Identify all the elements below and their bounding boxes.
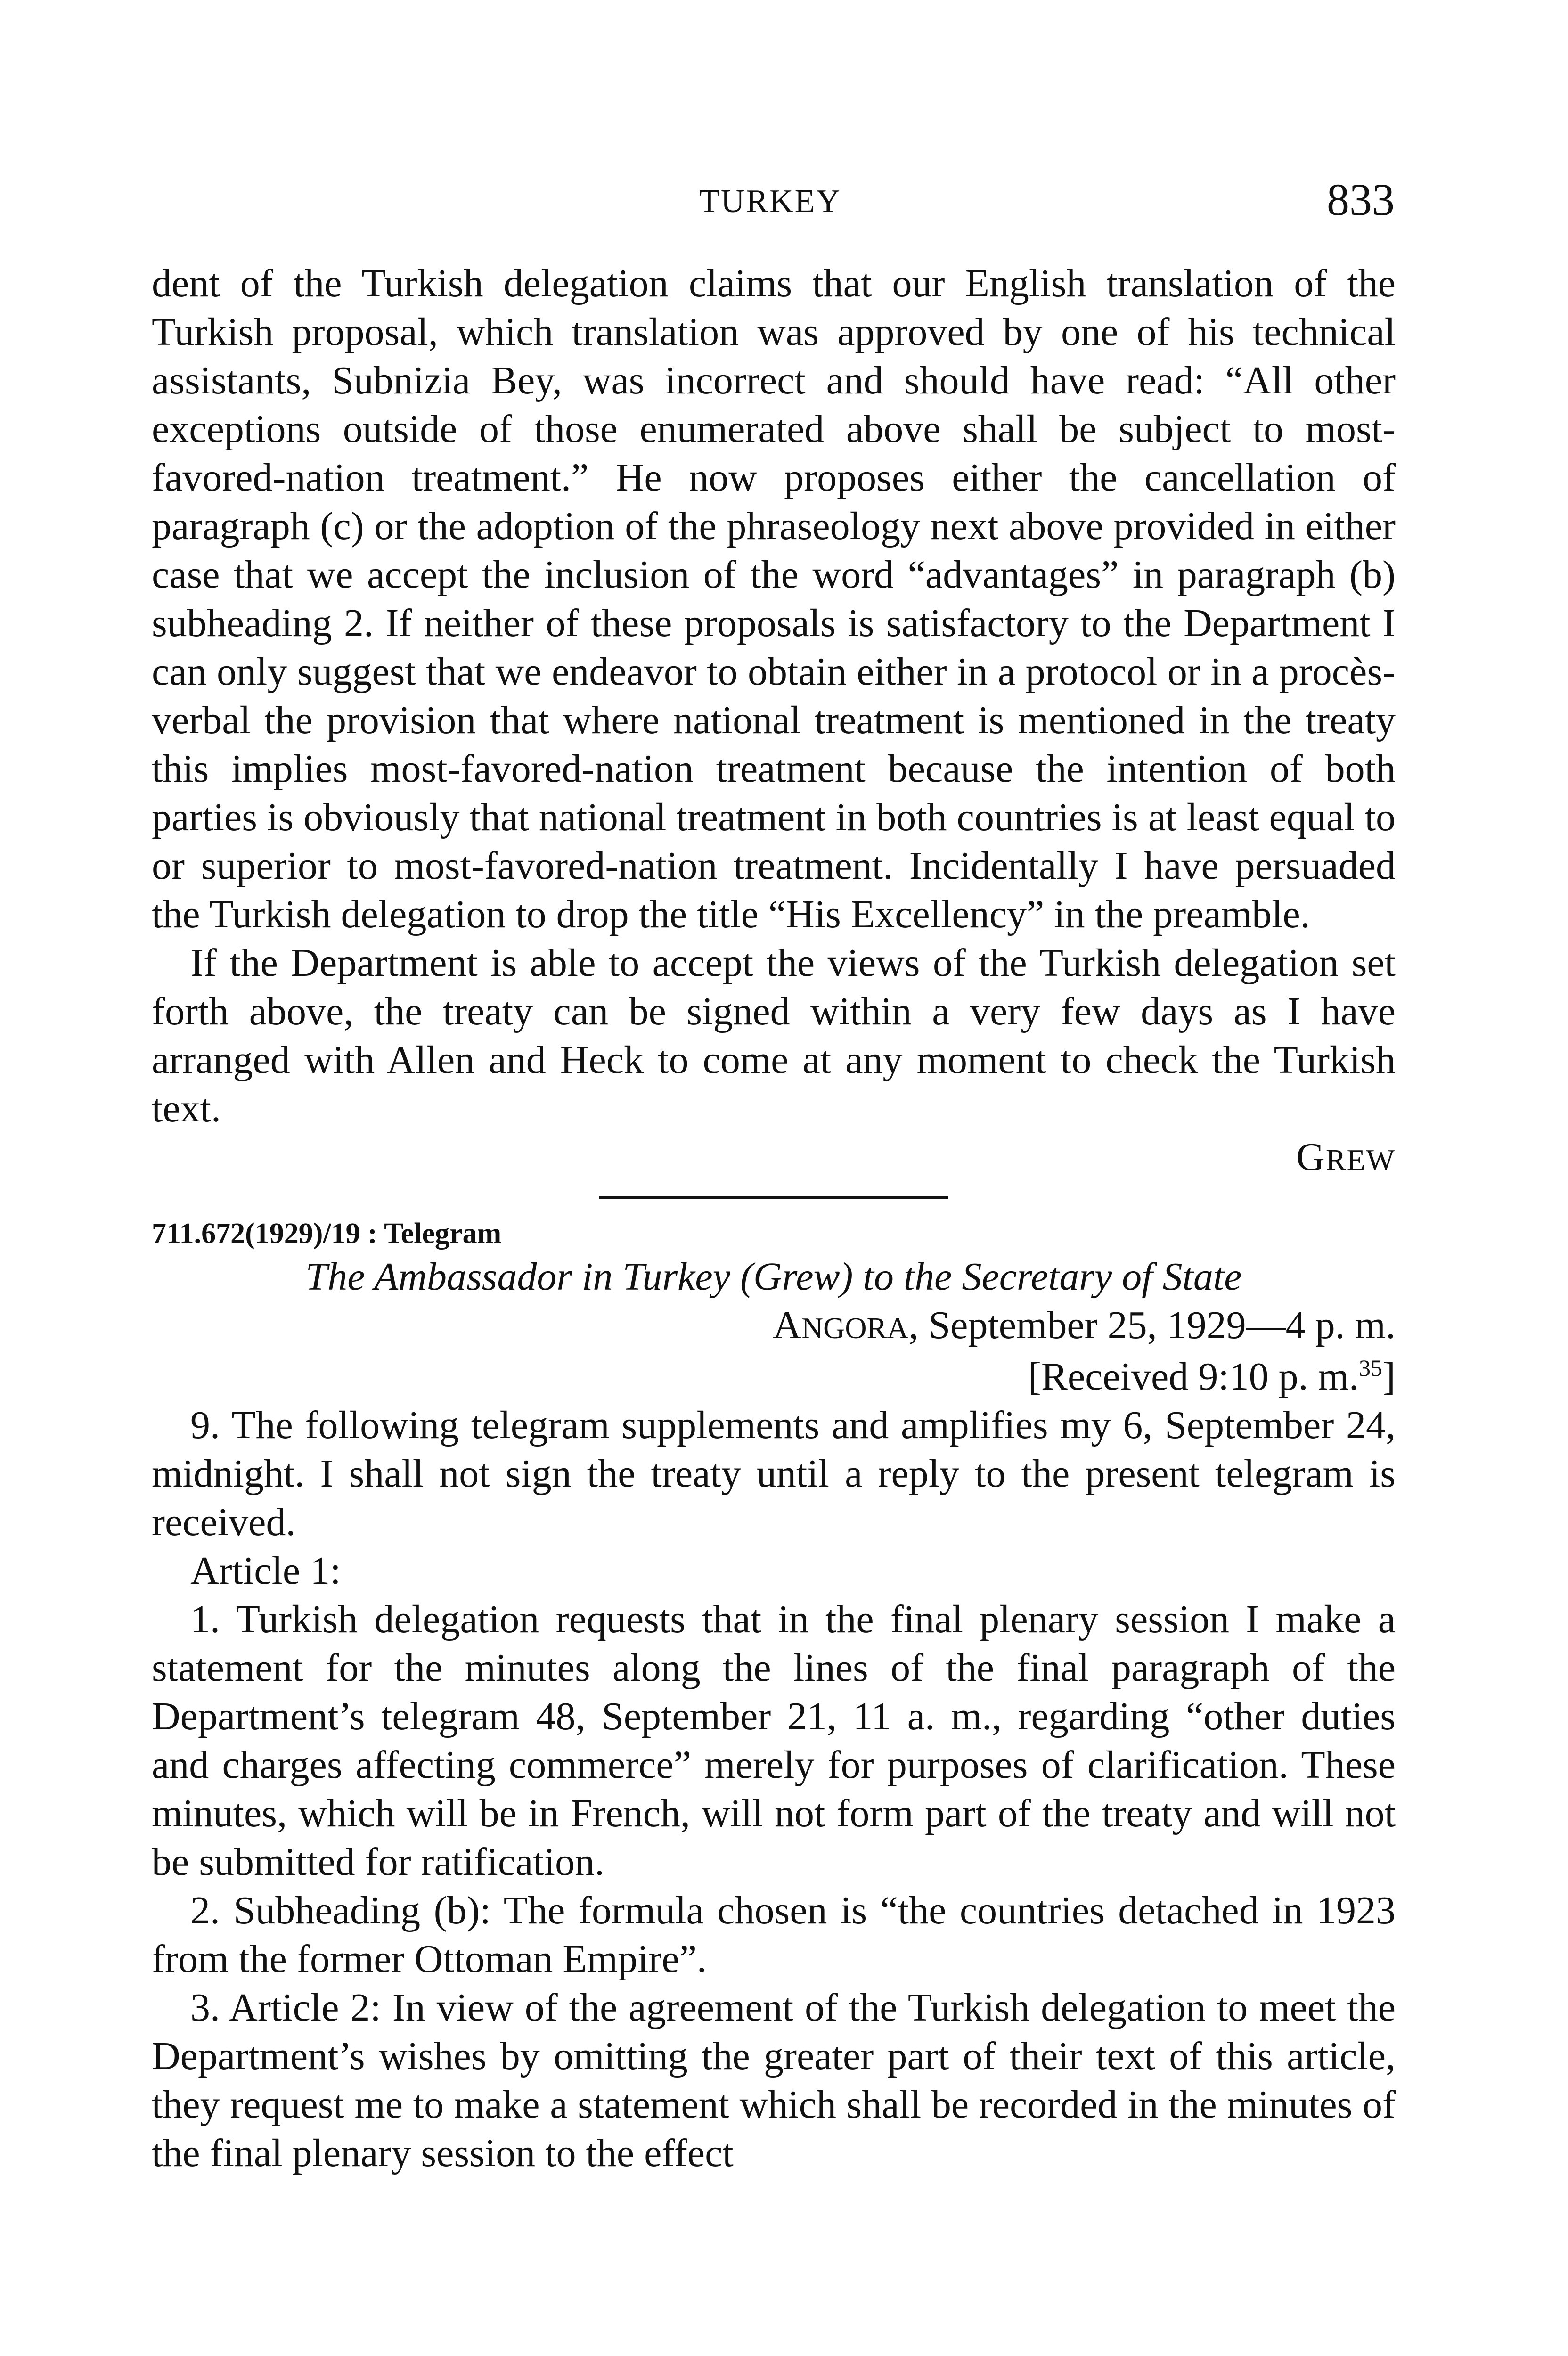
item-3: 3. Article 2: In view of the agreement of the Turkish delegation to meet the Department’s wishes by omitting the greater part of their text of this article, they request me to make a statement which shall be recorded in the minutes of the final plenary session to the effect <box>152 1986 1396 2175</box>
running-head <box>146 173 1395 225</box>
page-number: 833 <box>1327 174 1395 225</box>
signature-initial: G <box>1296 1135 1326 1179</box>
item-1: 1. Turkish delegation requests that in the final plenary session I make a statement for the minutes along the lines of the final paragraph of the Department’s telegram 48, September 21, 11 a. m., regarding “other duties and charges affecting commerce” merely for purposes of clarification. These minutes, which will be in French, will not form part of the treaty and will not be submitted for ratification. <box>152 1597 1396 1884</box>
signature-rest: REW <box>1325 1143 1396 1177</box>
article-label: Article 1: <box>190 1549 341 1593</box>
place-rest: NGORA <box>801 1311 909 1345</box>
document-heading: The Ambassador in Turkey (Grew) to the Secretary of State <box>305 1255 1242 1299</box>
paragraph-9: 9. The following telegram supplements and amplifies my 6, September 24, midnight. I shall not sign the treaty until a reply to the present telegram is received. <box>152 1403 1396 1544</box>
running-title: TURKEY <box>699 183 841 220</box>
received-line <box>152 1352 1396 1401</box>
body-text <box>152 259 1396 2177</box>
file-number: 711.672(1929)/19 : Telegram <box>152 1218 502 1250</box>
paragraph-department: If the Department is able to accept the views of the Turkish delegation set forth above, the treaty can be signed within a very few days as I have arranged with Allen and Heck to come at any moment to check the Turkish text. <box>152 941 1396 1130</box>
received-time: [Received 9:10 p. m. <box>1028 1355 1359 1399</box>
date: , September 25, 1929—4 p. m. <box>908 1303 1396 1347</box>
section-divider <box>599 1196 948 1199</box>
item-2: 2. Subheading (b): The formula chosen is “the countries detached in 1923 from the former Ottoman Empire”. <box>152 1889 1396 1981</box>
dateline <box>152 1301 1396 1352</box>
received-close: ] <box>1382 1355 1396 1399</box>
paragraph-continued: dent of the Turkish delegation claims that our English translation of the Turkish proposal, which translation was approved by one of his technical assistants, Subnizia Bey, was incorrect and should have read: “All other exceptions outside of those enumerated above shall be subject to most-favored-nation treatment.” He now proposes either the cancellation of paragraph (c) or the adoption of the phraseology next above provided in either case that we accept the inclusion of the word “advantages” in paragraph (b) subheading 2. If neither of these proposals is satisfactory to the Department I can only suggest that we endeavor to obtain either in a protocol or in a procès-verbal the provision that where national treatment is mentioned in the treaty this implies most-favored-nation treatment because the intention of both parties is obviously that national treatment in both countries is at least equal to or superior to most-favored-nation treatment. Incidentally I have persuaded the Turkish delegation to drop the title “His Excellency” in the preamble. <box>152 262 1396 936</box>
signature <box>152 1133 1396 1184</box>
place-initial: A <box>773 1303 801 1347</box>
footnote-ref: 35 <box>1359 1355 1383 1381</box>
